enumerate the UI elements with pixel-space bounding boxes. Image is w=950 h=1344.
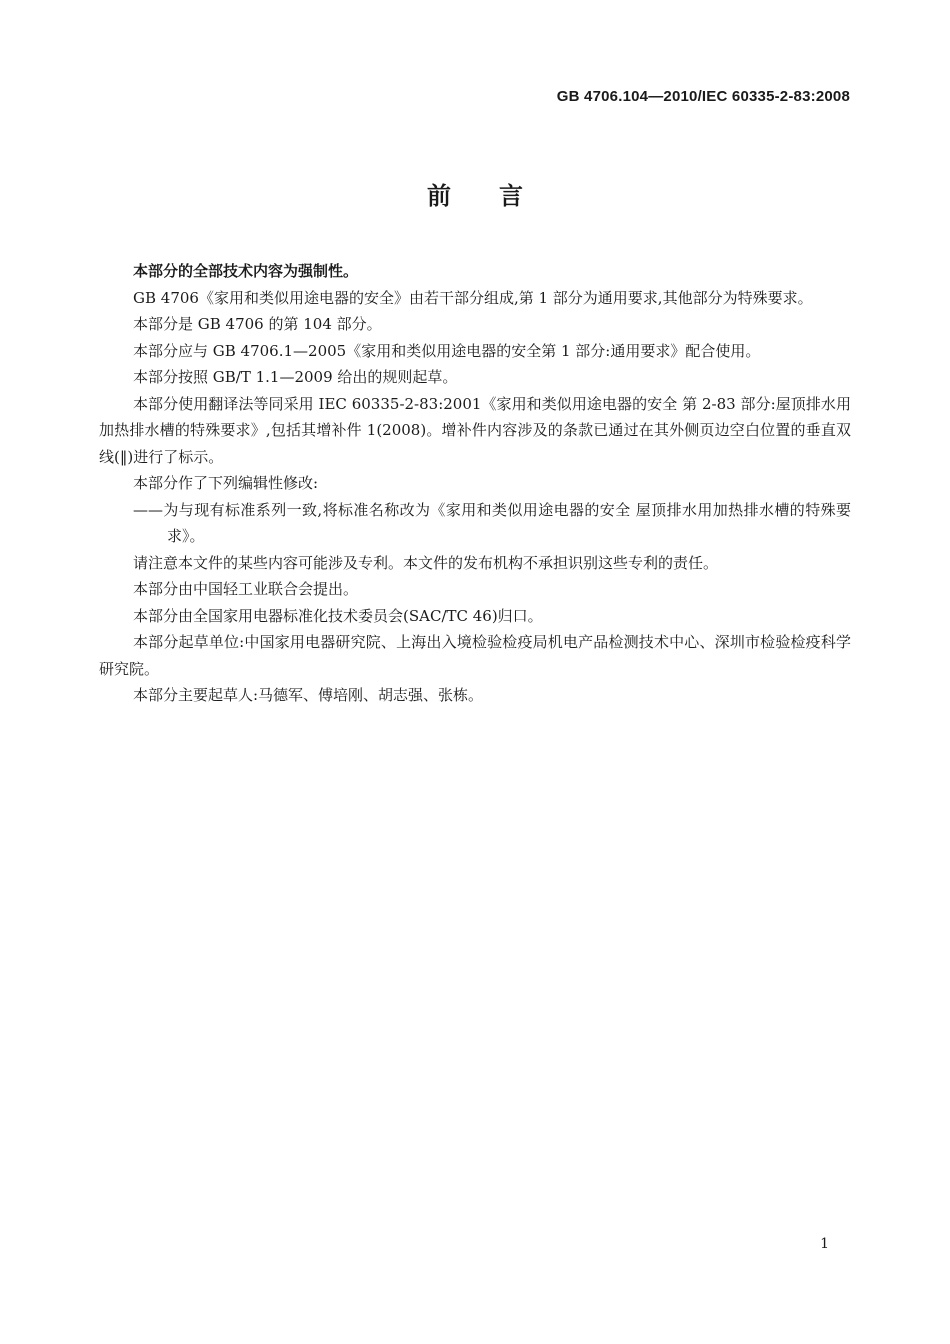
paragraph-use-with: 本部分应与 GB 4706.1—2005《家用和类似用途电器的安全第 1 部分:通用要求》配合使用。: [133, 341, 761, 360]
page-title: 前言: [427, 182, 571, 210]
paragraph-patent-notice: 请注意本文件的某些内容可能涉及专利。本文件的发布机构不承担识别这些专利的责任。: [133, 553, 719, 572]
paragraph-drafters: 本部分主要起草人:马德军、傅培刚、胡志强、张栋。: [133, 686, 484, 704]
paragraph-structure: GB 4706《家用和类似用途电器的安全》由若干部分组成,第 1 部分为通用要求,其他部分为特殊要求。: [133, 288, 813, 307]
foreword-body: [99, 258, 851, 709]
paragraph-drafting-units: 本部分起草单位:中国家用电器研究院、上海出入境检验检疫局机电产品检测技术中心、深圳市检验检疫科学研究院。: [99, 633, 851, 678]
edit-item: ——为与现有标准系列一致,将标准名称改为《家用和类似用途电器的安全 屋顶排水用加热排水槽的特殊要求》。: [133, 500, 851, 545]
paragraph-proposed-by: 本部分由中国轻工业联合会提出。: [133, 580, 359, 598]
paragraph-under-jurisdiction: 本部分由全国家用电器标准化技术委员会(SAC/TC 46)归口。: [133, 606, 543, 625]
paragraph-edit-intro: 本部分作了下列编辑性修改:: [133, 474, 319, 492]
paragraph-mandatory: 本部分的全部技术内容为强制性。: [133, 262, 359, 280]
paragraph-part-number: 本部分是 GB 4706 的第 104 部分。: [133, 315, 382, 333]
page-number: 1: [820, 1236, 829, 1252]
standard-code: GB 4706.104—2010/IEC 60335-2-83:2008: [556, 88, 850, 105]
paragraph-drafting-rules: 本部分按照 GB/T 1.1—2009 给出的规则起草。: [133, 368, 458, 386]
paragraph-adoption: 本部分使用翻译法等同采用 IEC 60335-2-83:2001《家用和类似用途电器的安全 第 2-83 部分:屋顶排水用加热排水槽的特殊要求》,包括其增补件 1(2008)。增补件内容涉及的条款已通过在其外侧页边空白位置的垂直双线(‖)进行了标示。: [99, 394, 851, 466]
